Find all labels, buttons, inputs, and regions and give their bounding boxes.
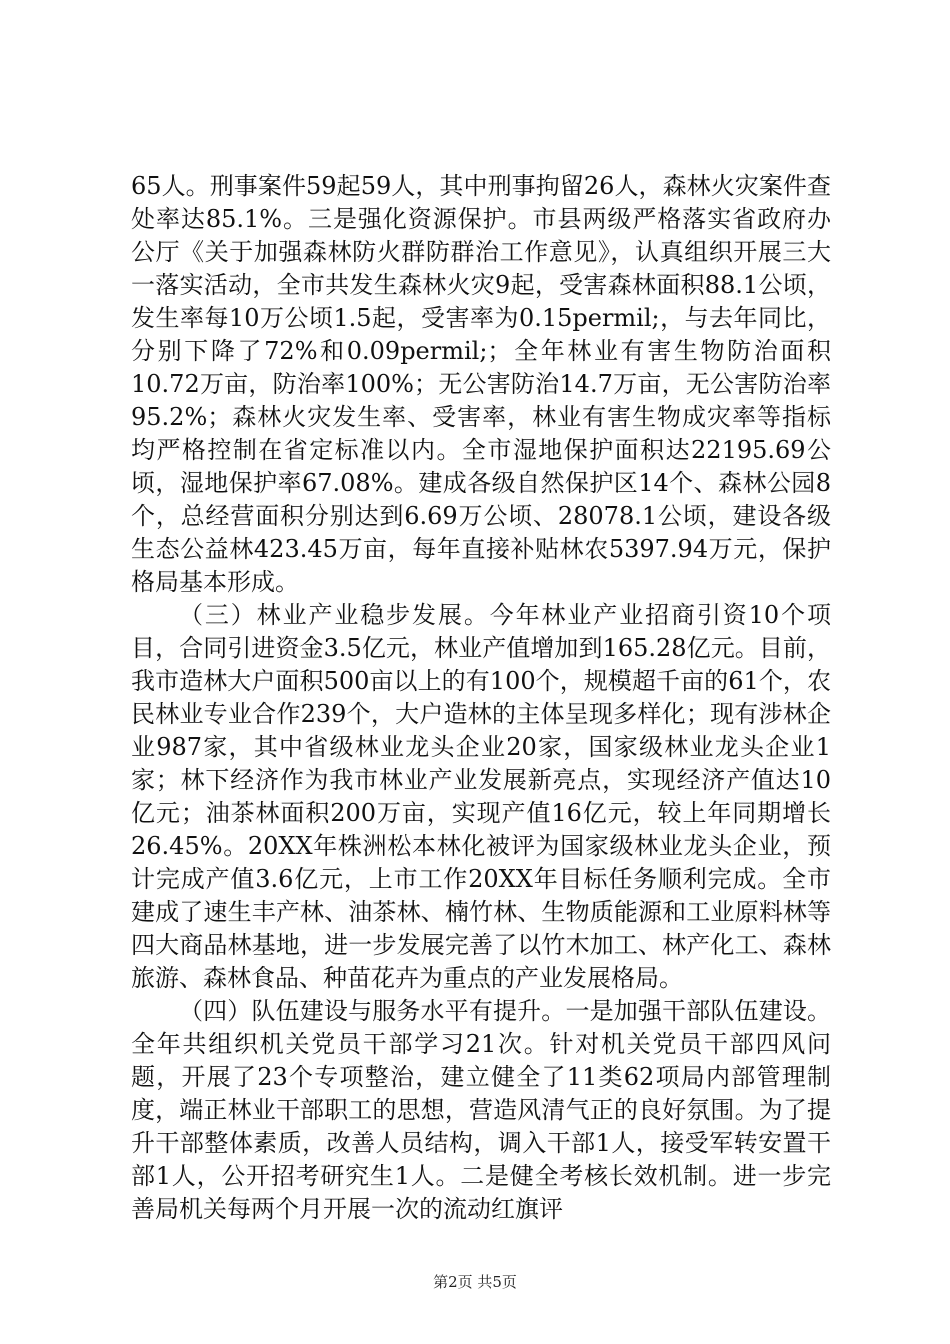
page-number-footer: 第2页 共5页 (433, 1273, 517, 1291)
paragraph-team-building: （四）队伍建设与服务水平有提升。一是加强干部队伍建设。全年共组织机关党员干部学习21次。针对机关党员干部四风问题，开展了23个专项整治，建立健全了11类62项局内部管理制度，端正林业干部职工的思想，营造风清气正的良好氛围。为了提升干部整体素质，改善人员结构，调入干部1人，接受军转安置干部1人，公开招考研究生1人。二是健全考核长效机制。进一步完善局机关每两个月开展一次的流动红旗评 (131, 997, 831, 1223)
paragraph-forestry-industry: （三）林业产业稳步发展。今年林业产业招商引资10个项目，合同引进资金3.5亿元，林业产值增加到165.28亿元。目前，我市造林大户面积500亩以上的有100个，规模超千亩的61个，农民林业专业合作239个，大户造林的主体呈现多样化；现有涉林企业987家，其中省级林业龙头企业20家，国家级林业龙头企业1家；林下经济作为我市林业产业发展新亮点，实现经济产值达10亿元；油茶林面积200万亩，实现产值16亿元，较上年同期增长26.45%。20XX年株洲松本林化被评为国家级林业龙头企业，预计完成产值3.6亿元，上市工作20XX年目标任务顺利完成。全市建成了速生丰产林、油茶林、楠竹林、生物质能源和工业原料林等四大商品林基地，进一步发展完善了以竹木加工、林产化工、森林旅游、森林食品、种苗花卉为重点的产业发展格局。 (131, 601, 831, 992)
paragraph-resource-protection: 65人。刑事案件59起59人，其中刑事拘留26人，森林火灾案件查处率达85.1%。三是强化资源保护。市县两级严格落实省政府办公厅《关于加强森林防火群防群治工作意见》，认真组织开展三大一落实活动，全市共发生森林火灾9起，受害森林面积88.1公顷，发生率每10万公顷1.5起，受害率为0.15permil;，与去年同比，分别下降了72%和0.09permil;；全年林业有害生物防治面积10.72万亩，防治率100%；无公害防治14.7万亩，无公害防治率95.2%；森林火灾发生率、受害率，林业有害生物成灾率等指标均严格控制在省定标准以内。全市湿地保护面积达22195.69公顷，湿地保护率67.08%。建成各级自然保护区14个、森林公园8个，总经营面积分别达到6.69万公顷、28078.1公顷，建设各级生态公益林423.45万亩，每年直接补贴林农5397.94万元，保护格局基本形成。 (131, 172, 831, 596)
body-text (131, 170, 831, 1226)
